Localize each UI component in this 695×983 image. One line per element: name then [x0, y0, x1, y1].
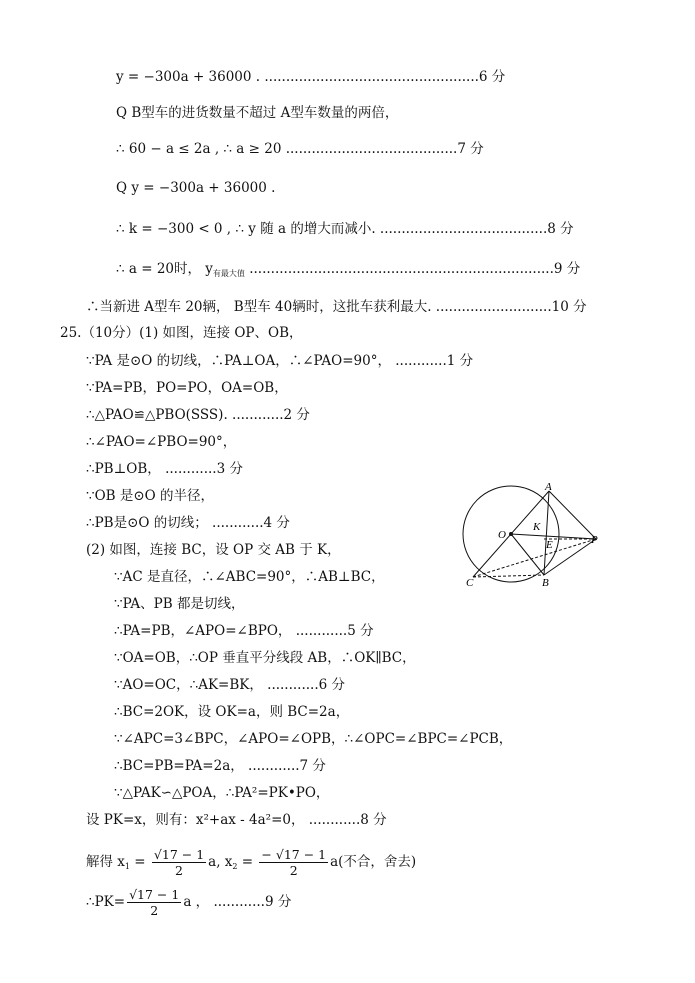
label-p: P [591, 534, 598, 546]
fraction-x2-numerator: − √17 − 1 [261, 847, 327, 862]
line-a-equals-20 [116, 260, 580, 283]
label-e: E [546, 539, 553, 551]
label-o: O [498, 529, 506, 541]
fraction-pk-numerator: √17 − 1 [129, 887, 180, 902]
point-o [509, 532, 513, 536]
line-ob-radius: ∵OB 是⊙O 的半径， [86, 488, 215, 504]
line-y-equation-2: Q y = −300a + 36000 . [116, 180, 276, 196]
line-angle-90: ∴∠PAO=∠PBO=90°， [86, 434, 237, 450]
label-k: K [533, 521, 541, 533]
line-bc-2ok: ∴BC=2OK，设 OK=a，则 BC=2a， [114, 704, 350, 720]
fraction-x1 [152, 847, 206, 878]
fraction-x2 [259, 847, 328, 878]
line-k-negative: ∴ k = −300 < 0 , ∴ y 随 a 的增大而减小. .......................................8 分 [116, 221, 574, 237]
pk-score: a ， ............9 分 [183, 894, 292, 910]
line-pb-perp-ob: ∴PB⊥OB， ............3 分 [86, 461, 243, 477]
x2-prefix: a, x [208, 854, 233, 870]
circle-tangent-diagram [456, 482, 606, 587]
line-y-equation: y = −300a + 36000 . ..................................................6 分 [116, 69, 506, 85]
label-a: A [545, 482, 552, 493]
equals-2: = [237, 854, 258, 870]
pk-label: ∴PK= [86, 894, 126, 910]
line-pb-tangent: ∴PB是⊙O 的切线； ............4 分 [86, 515, 290, 531]
line-solutions [86, 844, 416, 885]
segment-ab [544, 491, 549, 575]
x1-subscript: 1 [124, 862, 130, 871]
line-bc-pb-pa: ∴BC=PB=PA=2a， ............7 分 [114, 758, 326, 774]
max-value-subscript: 有最大值 [212, 269, 245, 278]
line-inequality: ∴ 60 − a ≤ 2a , ∴ a ≥ 20 ........................................7 分 [116, 141, 484, 157]
line-ak-bk: ∵AO=OC，∴AK=BK， ............6 分 [114, 677, 346, 693]
line-angle-relations: ∵∠APC=3∠BPC，∠APO=∠OPB，∴∠OPC=∠BPC=∠PCB， [114, 731, 513, 747]
line-conclusion: ∴当新进 A型车 20辆， B型车 40辆时，这批车获利最大. ...........................10 分 [86, 299, 587, 315]
line-b-type-condition: Q B型车的进货数量不超过 A型车数量的两倍， [116, 105, 399, 121]
line-ac-diameter: ∵AC 是直径，∴∠ABC=90°，∴AB⊥BC， [114, 569, 385, 585]
segment-ob [511, 534, 544, 575]
line-pa-tangent: ∵PA 是⊙O 的切线，∴PA⊥OA，∴∠PAO=90°， ............1 分 [86, 353, 474, 369]
part-2-heading: (2) 如图，连接 BC，设 OP 交 AB 于 K， [86, 542, 341, 558]
line-tangents: ∵PA、PB 都是切线， [114, 596, 245, 612]
solve-text: 解得 x [86, 854, 125, 870]
line-congruent: ∴△PAO≌△PBO(SSS). ............2 分 [86, 407, 310, 423]
segment-op [511, 534, 596, 539]
line-set-pk: 设 PK=x，则有：x²+ax - 4a²=0， ............8 分 [86, 812, 387, 828]
fraction-x1-denominator: 2 [175, 863, 183, 878]
line-pa-pb-equal: ∵PA=PB，PO=PO，OA=OB， [86, 380, 288, 396]
label-c: C [466, 577, 474, 587]
x2-rejected: a(不合，舍去) [330, 854, 417, 870]
fraction-x2-denominator: 2 [289, 863, 298, 878]
fraction-pk-denominator: 2 [150, 903, 159, 918]
equals-1: = [130, 854, 150, 870]
line-similar-triangles: ∵△PAK∽△POA，∴PA²=PK•PO， [114, 785, 330, 801]
line-op-bisector: ∵OA=OB，∴OP 垂直平分线段 AB，∴OK∥BC， [114, 650, 416, 666]
fraction-pk [127, 887, 181, 918]
segment-cp-dashed [473, 539, 596, 577]
a-equals-20-score: .......................................................................9 分 [244, 261, 581, 277]
x2-subscript: 2 [232, 862, 238, 871]
line-pa-pb-angles: ∴PA=PB，∠APO=∠BPO， ............5 分 [114, 623, 374, 639]
fraction-x1-numerator: √17 − 1 [153, 847, 205, 862]
segment-ap [549, 491, 596, 539]
line-pk-result [86, 884, 291, 920]
a-equals-20-text: ∴ a = 20时， y [116, 261, 213, 277]
label-b: B [542, 577, 549, 587]
question-25-heading: 25.（10分）(1) 如图，连接 OP、OB， [60, 325, 303, 341]
